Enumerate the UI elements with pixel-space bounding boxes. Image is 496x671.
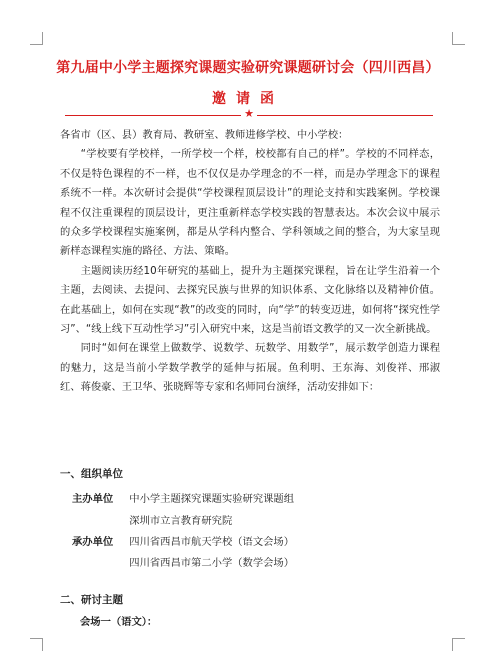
divider-line-left xyxy=(65,115,241,116)
undertake-value-1: 四川省西昌市航天学校（语文会场） xyxy=(129,536,295,548)
undertake-row xyxy=(72,533,294,552)
undertake-row-2 xyxy=(72,554,294,573)
document-title: 第九届中小学主题探究课题实验研究课题研讨会（四川西昌） xyxy=(56,60,440,76)
host-label: 主办单位 xyxy=(72,493,114,505)
paragraph-3: 同时“如何在课堂上做数学、说数学、玩数学、用数学”，展示数学创造力课程的魅力，这是当前小学数学教学的延伸与拓展。鱼利明、王东海、刘俊祥、邢淑红、蒋俊豪、王卫华、张晓辉等专家和名师同台演绎，活动安排如下： xyxy=(60,342,440,394)
undertake-label: 承办单位 xyxy=(72,536,114,548)
host-row-2 xyxy=(72,512,232,531)
star-icon: ★ xyxy=(244,107,254,120)
venue-1-heading: 会场一（语文）： xyxy=(80,616,158,628)
crop-mark-top-left xyxy=(30,32,43,45)
document-subtitle: 邀请函 xyxy=(212,91,284,107)
crop-mark-top-right xyxy=(452,32,465,45)
crop-mark-bottom-left xyxy=(30,638,43,651)
paragraph-2: 主题阅读历经10年研究的基础上，提升为主题探究课程，旨在让学生沿着一个主题，去阅读、去提问、去探究民族与世界的知识体系、文化脉络以及精神价值。在此基础上，如何在实现“教”的改变的同时，向“学”的转变迈进，如何将“探究性学习”、“线上线下互动性学习”引入研究中来，这是当前语文教学的又一次全新挑战。 xyxy=(60,264,440,336)
host-row xyxy=(72,490,294,509)
undertake-value-2: 四川省西昌市第二小学（数学会场） xyxy=(129,557,295,569)
section-heading-topics: 二、研讨主题 xyxy=(60,594,123,606)
paragraph-1: “学校要有学校样，一所学校一个样，校校都有自己的样”。学校的不同样态，不仅是特色课程的不一样，也不仅仅是办学理念的不一样，而是办学理念下的课程系统不一样。本次研讨会提供“学校课程顶层设计”的理论支持和实践案例。学校课程不仅注重课程的顶层设计，更注重新样态学校实践的智慧表达。本次会议中展示的众多学校课程实施案例，都是从学科内整合、学科领域之间的整合，为大家呈现新样态课程实施的路径、方法、策略。 xyxy=(60,148,440,258)
crop-mark-bottom-right xyxy=(452,638,465,651)
letter-body xyxy=(60,126,440,398)
divider-line-right xyxy=(257,115,433,116)
title-divider xyxy=(65,107,433,121)
host-value-2: 深圳市立言教育研究院 xyxy=(129,515,233,527)
host-value-1: 中小学主题探究课题实验研究课题组 xyxy=(129,493,295,505)
salutation: 各省市（区、县）教育局、教研室、教师进修学校、中小学校： xyxy=(60,129,349,141)
section-heading-organizers: 一、组织单位 xyxy=(60,468,123,480)
